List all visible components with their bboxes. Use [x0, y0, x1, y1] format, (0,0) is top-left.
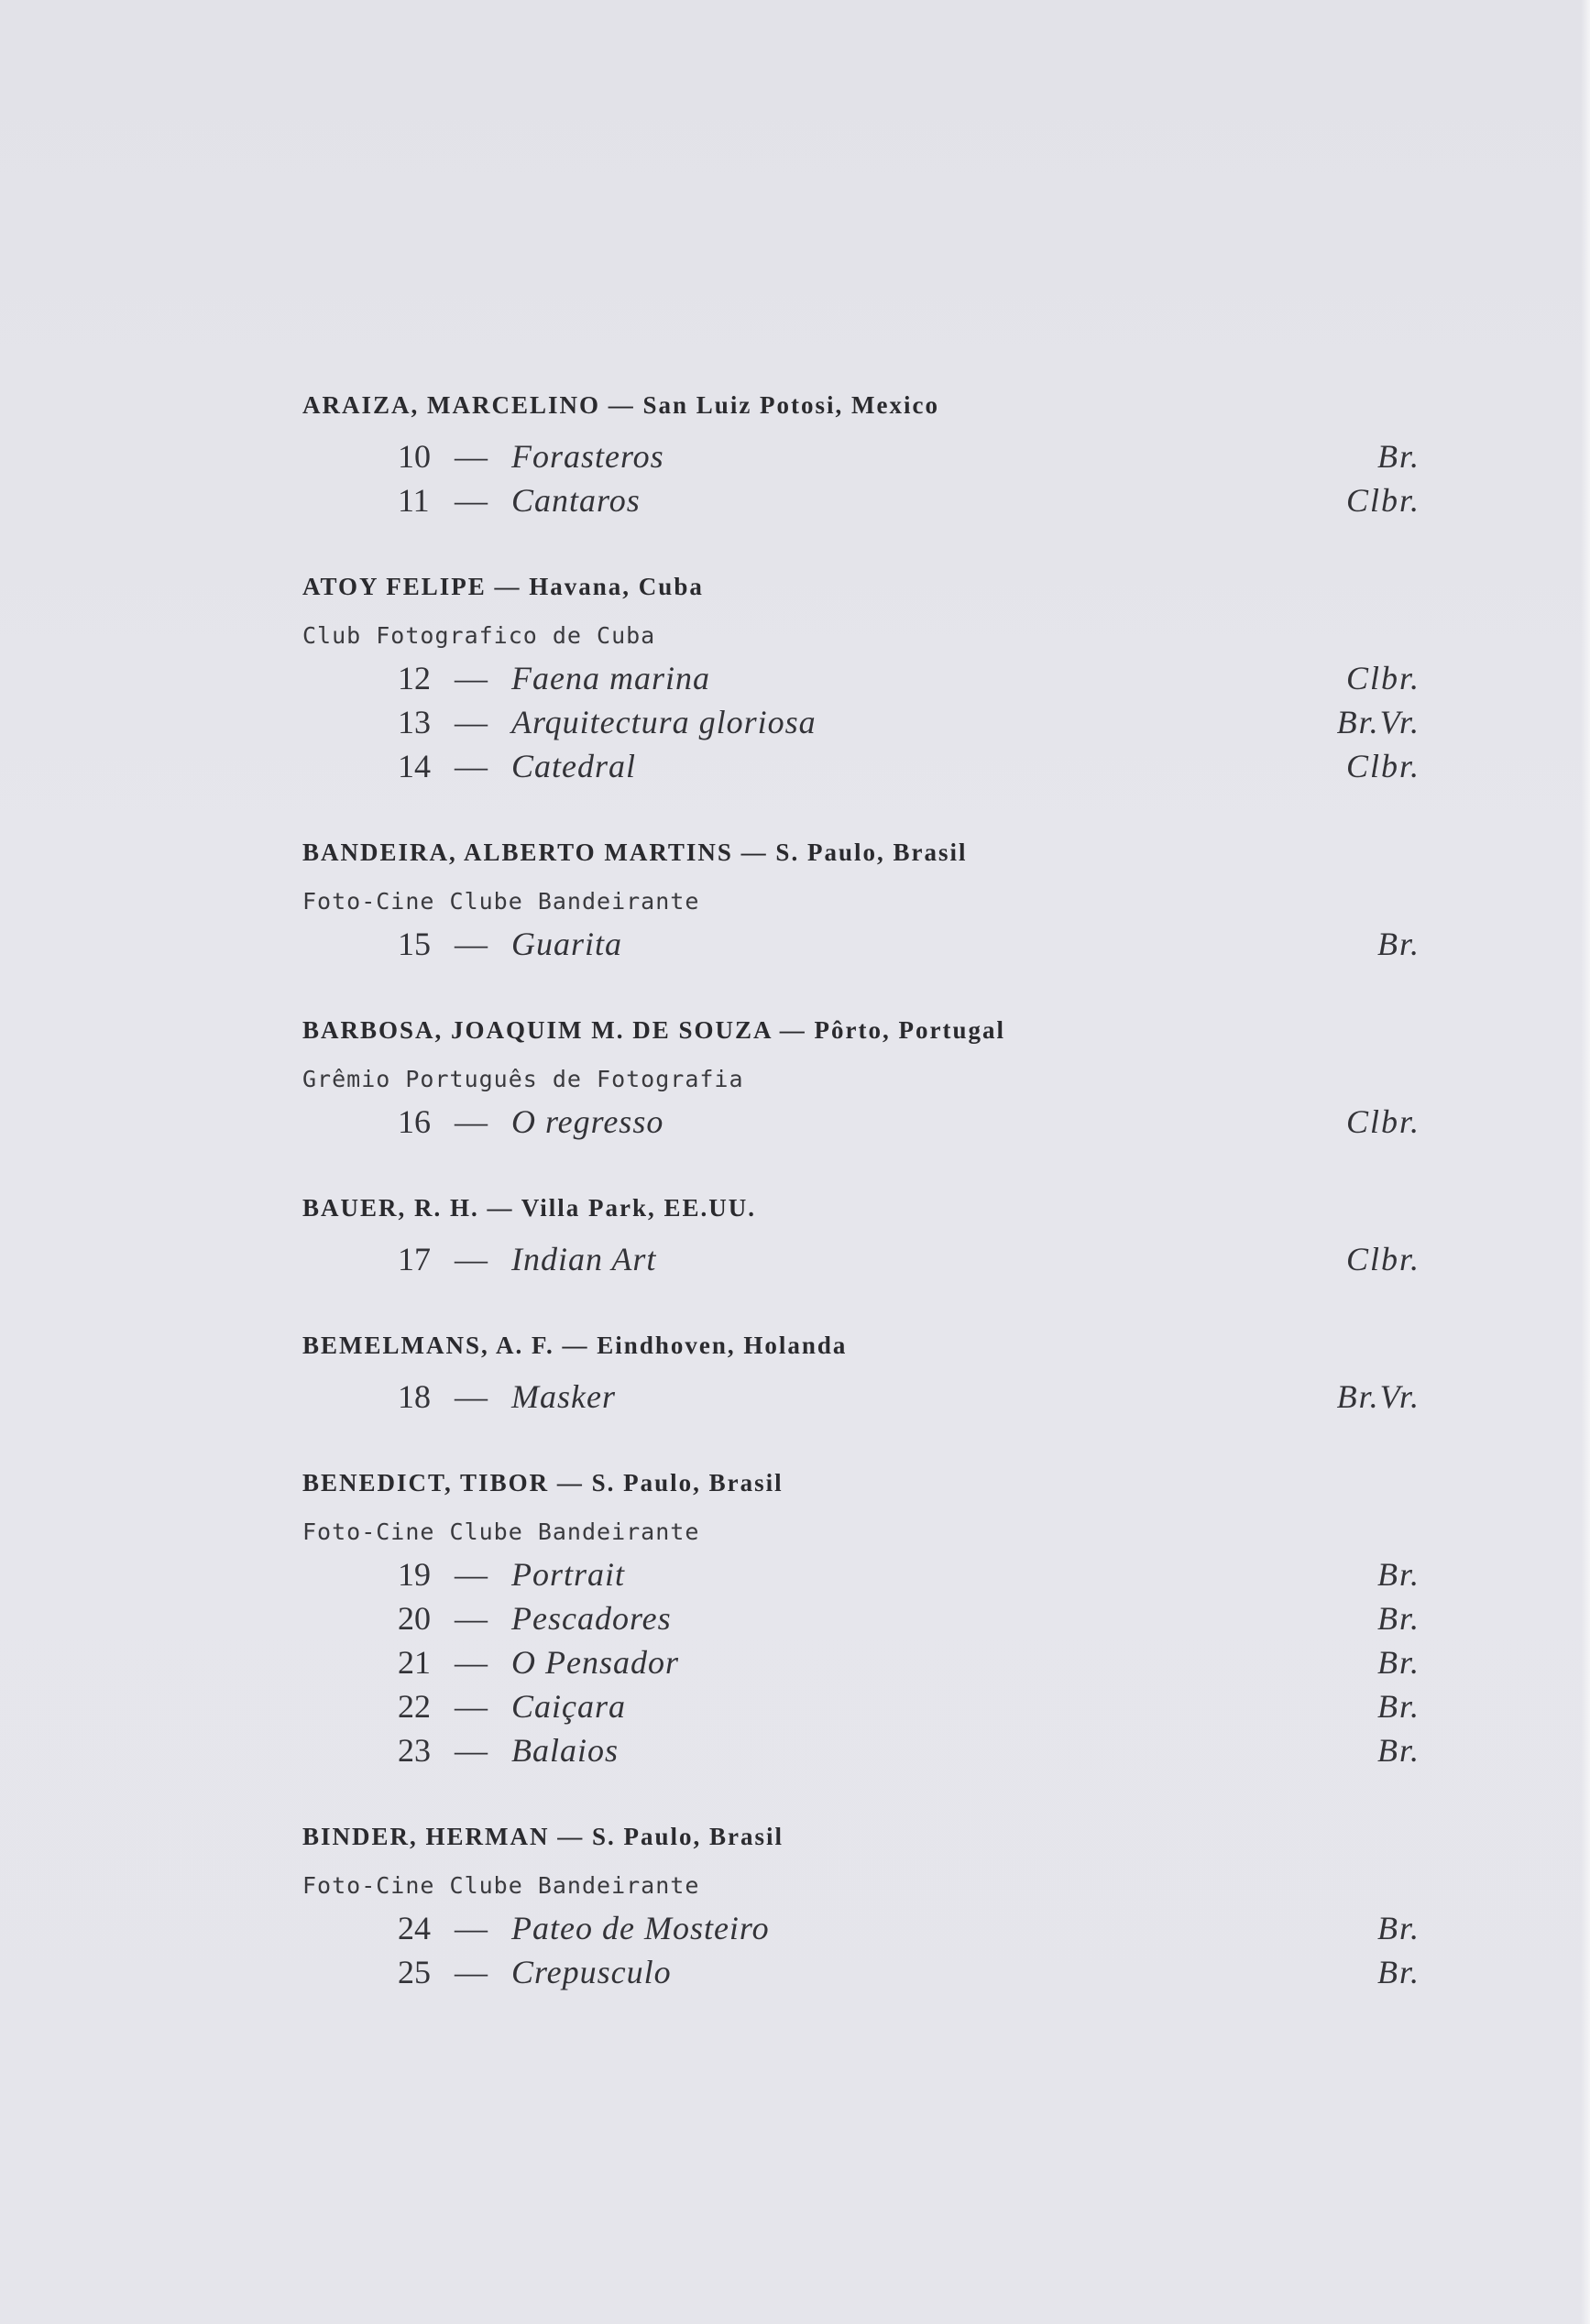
work-number: 24	[398, 1910, 431, 1946]
work-row	[302, 1906, 1420, 1950]
exhibitor-list	[302, 376, 1420, 1994]
work-dash: —	[455, 748, 488, 784]
work-title: Arquitectura gloriosa	[511, 704, 817, 740]
exhibitor-entry	[302, 1178, 1420, 1281]
exhibitor-heading: ATOY FELIPE — Havana, Cuba	[302, 573, 704, 600]
exhibitor-heading: BENEDICT, TIBOR — S. Paulo, Brasil	[302, 1469, 784, 1496]
work-title: Guarita	[511, 926, 623, 962]
work-award: Br.Vr.	[1336, 1378, 1420, 1415]
exhibitor-heading: BAUER, R. H. — Villa Park, EE.UU.	[302, 1194, 757, 1222]
exhibitor-club: Club Fotografico de Cuba	[302, 622, 656, 649]
work-award: Br.	[1376, 1644, 1420, 1681]
work-dash: —	[455, 1600, 488, 1637]
exhibitor-entry	[302, 1807, 1420, 1994]
work-number: 11	[398, 482, 430, 519]
work-dash: —	[455, 704, 488, 740]
exhibitor-entry	[302, 823, 1420, 966]
work-award: Clbr.	[1345, 1241, 1420, 1277]
work-award: Clbr.	[1345, 482, 1420, 519]
work-award: Clbr.	[1345, 748, 1420, 784]
exhibitor-entry	[302, 557, 1420, 788]
work-number: 16	[398, 1103, 431, 1140]
exhibitor-entry	[302, 1453, 1420, 1772]
work-row	[302, 744, 1420, 788]
work-award: Br.	[1376, 1556, 1420, 1593]
work-row	[302, 1552, 1420, 1596]
work-dash: —	[455, 1103, 488, 1140]
work-row	[302, 434, 1420, 478]
work-award: Clbr.	[1345, 660, 1420, 696]
work-number: 22	[398, 1688, 431, 1725]
work-title: Pateo de Mosteiro	[511, 1910, 770, 1946]
entry-spacer	[302, 1281, 1420, 1316]
work-dash: —	[455, 1954, 488, 1990]
work-dash: —	[455, 926, 488, 962]
work-dash: —	[455, 1732, 488, 1769]
work-award: Br.	[1376, 1910, 1420, 1946]
work-number: 12	[398, 660, 431, 696]
work-row	[302, 1728, 1420, 1772]
work-title: Portrait	[511, 1556, 626, 1593]
work-dash: —	[455, 1910, 488, 1946]
work-title: O Pensador	[511, 1644, 679, 1681]
entry-spacer	[302, 522, 1420, 557]
work-dash: —	[455, 482, 488, 519]
work-title: Forasteros	[511, 438, 664, 475]
entry-spacer	[302, 1772, 1420, 1807]
exhibitor-club: Foto-Cine Clube Bandeirante	[302, 1518, 700, 1545]
work-row	[302, 1640, 1420, 1684]
work-number: 23	[398, 1732, 431, 1769]
work-number: 17	[398, 1241, 431, 1277]
work-title: Pescadores	[511, 1600, 672, 1637]
work-title: O regresso	[511, 1103, 664, 1140]
work-award: Br.	[1376, 1688, 1420, 1725]
work-award: Br.	[1376, 926, 1420, 962]
exhibitor-club: Foto-Cine Clube Bandeirante	[302, 1872, 700, 1899]
work-award: Br.Vr.	[1336, 704, 1420, 740]
work-number: 21	[398, 1644, 431, 1681]
work-dash: —	[455, 1556, 488, 1593]
work-number: 25	[398, 1954, 431, 1990]
work-number: 13	[398, 704, 431, 740]
entry-spacer	[302, 1419, 1420, 1453]
work-title: Cantaros	[511, 482, 641, 519]
work-title: Masker	[511, 1378, 616, 1415]
exhibitor-entry	[302, 376, 1420, 522]
exhibitor-heading: BARBOSA, JOAQUIM M. DE SOUZA — Pôrto, Portugal	[302, 1016, 1005, 1044]
work-award: Clbr.	[1345, 1103, 1420, 1140]
work-number: 20	[398, 1600, 431, 1637]
exhibitor-entry	[302, 1316, 1420, 1419]
work-award: Br.	[1376, 1732, 1420, 1769]
work-row	[302, 922, 1420, 966]
work-title: Balaios	[511, 1732, 620, 1769]
work-row	[302, 1596, 1420, 1640]
work-dash: —	[455, 1378, 488, 1415]
exhibitor-club: Foto-Cine Clube Bandeirante	[302, 888, 700, 915]
entry-spacer	[302, 788, 1420, 823]
work-award: Br.	[1376, 1954, 1420, 1990]
work-title: Catedral	[511, 748, 637, 784]
work-number: 14	[398, 748, 431, 784]
work-dash: —	[455, 1644, 488, 1681]
page-edge	[1581, 0, 1590, 2324]
work-row	[302, 1237, 1420, 1281]
work-row	[302, 1950, 1420, 1994]
work-title: Caiçara	[511, 1688, 627, 1725]
work-number: 18	[398, 1378, 431, 1415]
work-dash: —	[455, 1241, 488, 1277]
entry-spacer	[302, 1144, 1420, 1178]
entry-spacer	[302, 966, 1420, 1001]
exhibitor-heading: ARAIZA, MARCELINO — San Luiz Potosi, Mexico	[302, 391, 940, 419]
exhibitor-heading: BEMELMANS, A. F. — Eindhoven, Holanda	[302, 1332, 848, 1359]
work-row	[302, 1100, 1420, 1144]
work-number: 19	[398, 1556, 431, 1593]
work-award: Br.	[1376, 1600, 1420, 1637]
work-dash: —	[455, 660, 488, 696]
work-row	[302, 656, 1420, 700]
work-row	[302, 1684, 1420, 1728]
work-title: Faena marina	[511, 660, 710, 696]
work-number: 15	[398, 926, 431, 962]
exhibitor-club: Grêmio Português de Fotografia	[302, 1066, 744, 1092]
work-row	[302, 478, 1420, 522]
work-title: Indian Art	[511, 1241, 657, 1277]
work-dash: —	[455, 1688, 488, 1725]
exhibitor-entry	[302, 1001, 1420, 1144]
work-row	[302, 1375, 1420, 1419]
work-row	[302, 700, 1420, 744]
exhibitor-heading: BINDER, HERMAN — S. Paulo, Brasil	[302, 1823, 784, 1850]
work-dash: —	[455, 438, 488, 475]
exhibitor-heading: BANDEIRA, ALBERTO MARTINS — S. Paulo, Brasil	[302, 839, 968, 866]
work-title: Crepusculo	[511, 1954, 672, 1990]
work-number: 10	[398, 438, 431, 475]
work-award: Br.	[1376, 438, 1420, 475]
